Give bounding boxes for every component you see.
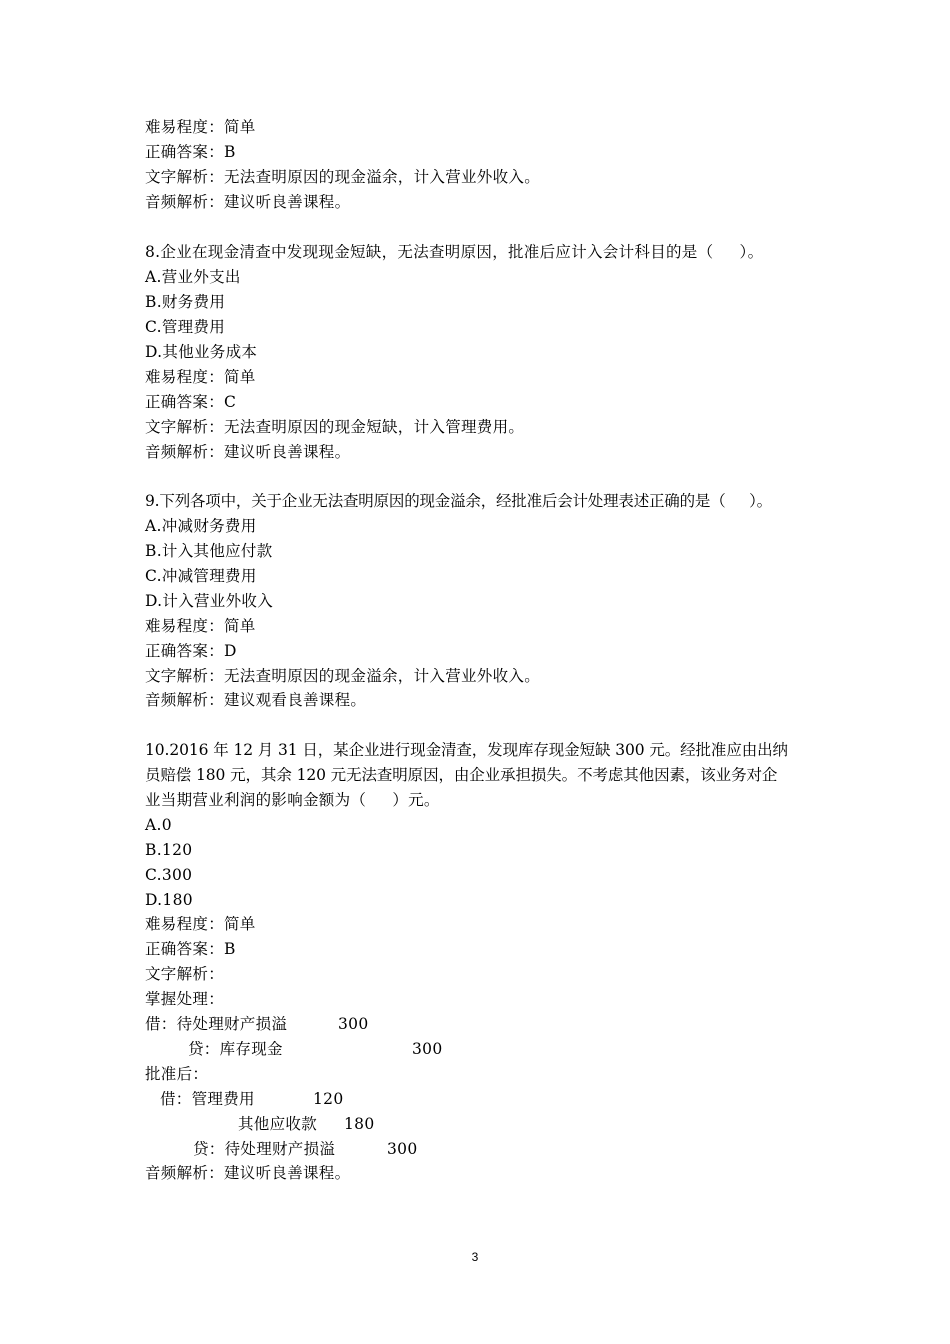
q8-stem: 8.企业在现金清查中发现现金短缺，无法查明原因，批准后应计入会计科目的是（ ）。 [145,243,764,261]
q10-option-c: C.300 [145,866,193,884]
q10-option-a: A.0 [145,816,172,834]
journal-e2-credit-account: 贷：待处理财产损溢 [193,1140,336,1158]
journal-heading-approved: 批准后： [145,1065,209,1083]
q8-answer: 正确答案：C [145,393,237,411]
journal-e2-credit-amount: 300 [387,1140,418,1158]
q10-option-d: D.180 [145,891,193,909]
q9-answer: 正确答案：D [145,642,237,660]
q10-text-analysis: 文字解析： [145,965,225,983]
q8-option-c: C.管理费用 [145,318,226,336]
q8-text-analysis: 文字解析：无法查明原因的现金短缺，计入管理费用。 [145,418,525,436]
journal-e2-debit-account: 借：管理费用 [160,1090,255,1108]
q9-difficulty: 难易程度：简单 [145,617,256,635]
journal-e1-debit-amount: 300 [338,1015,369,1033]
journal-e1-debit-account: 借：待处理财产损溢 [145,1015,288,1033]
q8-option-a: A.营业外支出 [145,268,241,286]
q8-audio-analysis: 音频解析：建议听良善课程。 [145,443,351,461]
q10-stem-line-3: 业当期营业利润的影响金额为（ ）元。 [145,791,440,809]
q9-option-a: A.冲减财务费用 [145,517,257,535]
q8-difficulty: 难易程度：简单 [145,368,256,386]
prev-difficulty: 难易程度：简单 [145,118,256,136]
q10-answer: 正确答案：B [145,940,236,958]
q9-option-c: C.冲减管理费用 [145,567,257,585]
journal-e1-credit-amount: 300 [412,1040,443,1058]
q9-audio-analysis: 音频解析：建议观看良善课程。 [145,691,367,709]
q10-stem-line-1: 10.2016 年 12 月 31 日，某企业进行现金清查，发现库存现金短缺 300 元。经批准应由出纳 [145,741,788,759]
prev-answer: 正确答案：B [145,143,236,161]
q10-difficulty: 难易程度：简单 [145,915,256,933]
q8-option-d: D.其他业务成本 [145,343,258,361]
journal-e2-debit2-amount: 180 [344,1115,375,1133]
journal-e2-debit2-account: 其他应收款 [238,1115,318,1133]
q9-option-b: B.计入其他应付款 [145,542,273,560]
journal-heading-pending: 掌握处理： [145,990,225,1008]
q9-stem: 9.下列各项中，关于企业无法查明原因的现金溢余，经批准后会计处理表述正确的是（ ）。 [145,492,772,510]
q9-text-analysis: 文字解析：无法查明原因的现金溢余，计入营业外收入。 [145,667,541,685]
q8-option-b: B.财务费用 [145,293,226,311]
q10-option-b: B.120 [145,841,193,859]
q10-stem-line-2: 员赔偿 180 元，其余 120 元无法查明原因，由企业承担损失。不考虑其他因素，该业务对企 [145,766,778,784]
journal-e2-debit-amount: 120 [313,1090,344,1108]
q10-audio-analysis: 音频解析：建议听良善课程。 [145,1164,351,1182]
prev-audio-analysis: 音频解析：建议听良善课程。 [145,193,351,211]
q9-option-d: D.计入营业外收入 [145,592,274,610]
journal-e1-credit-account: 贷：库存现金 [188,1040,283,1058]
prev-text-analysis: 文字解析：无法查明原因的现金溢余，计入营业外收入。 [145,168,541,186]
page-number: 3 [471,1250,479,1264]
